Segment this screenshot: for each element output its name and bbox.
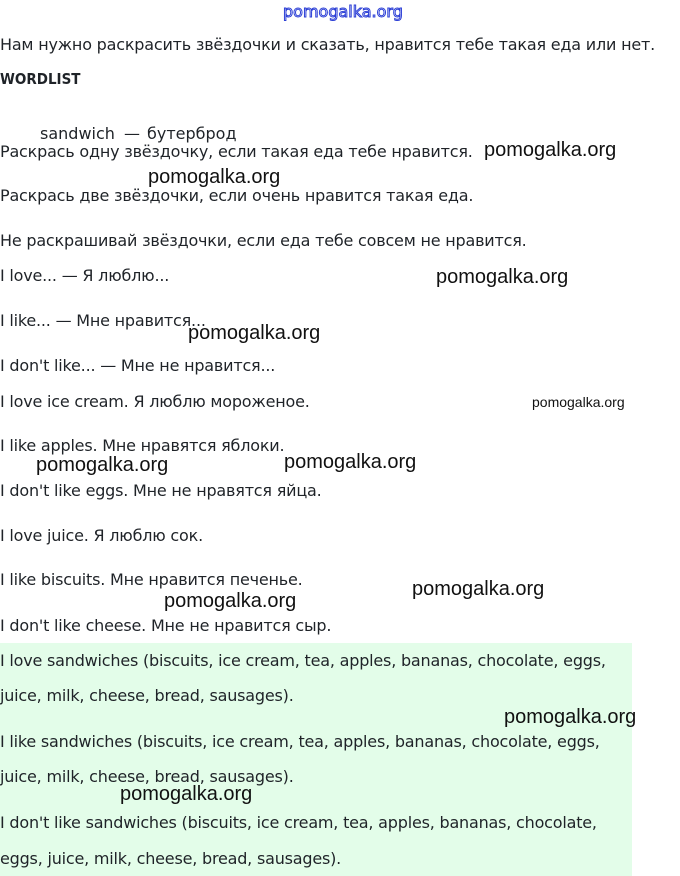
answer-dont-like-line1: I don't like sandwiches (biscuits, ice cream, tea, apples, bananas, chocolate, [0, 813, 597, 832]
wordlist-heading: WORDLIST [0, 70, 81, 88]
watermark: pomogalka.org [120, 783, 253, 805]
answer-love-line2: juice, milk, cheese, bread, sausages). [0, 686, 294, 705]
watermark: pomogalka.org [148, 166, 281, 188]
phrase-dont-like: I don't like... — Мне не нравится... [0, 356, 276, 375]
phrase-like: I like... — Мне нравится... [0, 311, 206, 330]
watermark: pomogalka.org [164, 590, 297, 612]
answer-love-line1: I love sandwiches (biscuits, ice cream, tea, apples, bananas, chocolate, eggs, [0, 651, 606, 670]
example-apples: I like apples. Мне нравятся яблоки. [0, 436, 285, 455]
answer-block [0, 643, 632, 876]
watermark: pomogalka.org [532, 394, 625, 410]
wordlist-dash: — [124, 124, 140, 143]
example-ice-cream: I love ice cream. Я люблю мороженое. [0, 392, 310, 411]
example-cheese: I don't like cheese. Мне не нравится сыр. [0, 616, 332, 635]
intro-text: Нам нужно раскрасить звёздочки и сказать, нравится тебе такая еда или нет. [0, 35, 655, 54]
watermark: pomogalka.org [284, 451, 417, 473]
instruction-two-stars: Раскрась две звёздочки, если очень нравится такая еда. [0, 186, 474, 205]
answer-dont-like-line2: eggs, juice, milk, cheese, bread, sausages). [0, 849, 342, 868]
example-juice: I love juice. Я люблю сок. [0, 526, 203, 545]
phrase-love: I love... — Я люблю... [0, 266, 170, 285]
wordlist-translation: бутерброд [147, 124, 237, 143]
watermark: pomogalka.org [412, 578, 545, 600]
answer-like-line2: juice, milk, cheese, bread, sausages). [0, 767, 294, 786]
answer-like-line1: I like sandwiches (biscuits, ice cream, tea, apples, bananas, chocolate, eggs, [0, 732, 600, 751]
wordlist-partial-row [0, 118, 680, 143]
instruction-one-star: Раскрась одну звёздочку, если такая еда тебе нравится. [0, 142, 473, 161]
site-logo[interactable]: pomogalka.org [283, 2, 403, 21]
watermark: pomogalka.org [36, 454, 169, 476]
watermark: pomogalka.org [436, 266, 569, 288]
watermark: pomogalka.org [484, 139, 617, 161]
watermark: pomogalka.org [504, 706, 637, 728]
example-eggs: I don't like eggs. Мне не нравятся яйца. [0, 481, 322, 500]
watermark: pomogalka.org [188, 322, 321, 344]
instruction-no-stars: Не раскрашивай звёздочки, если еда тебе совсем не нравится. [0, 231, 527, 250]
example-biscuits: I like biscuits. Мне нравится печенье. [0, 570, 303, 589]
wordlist-word: sandwich [40, 124, 115, 143]
